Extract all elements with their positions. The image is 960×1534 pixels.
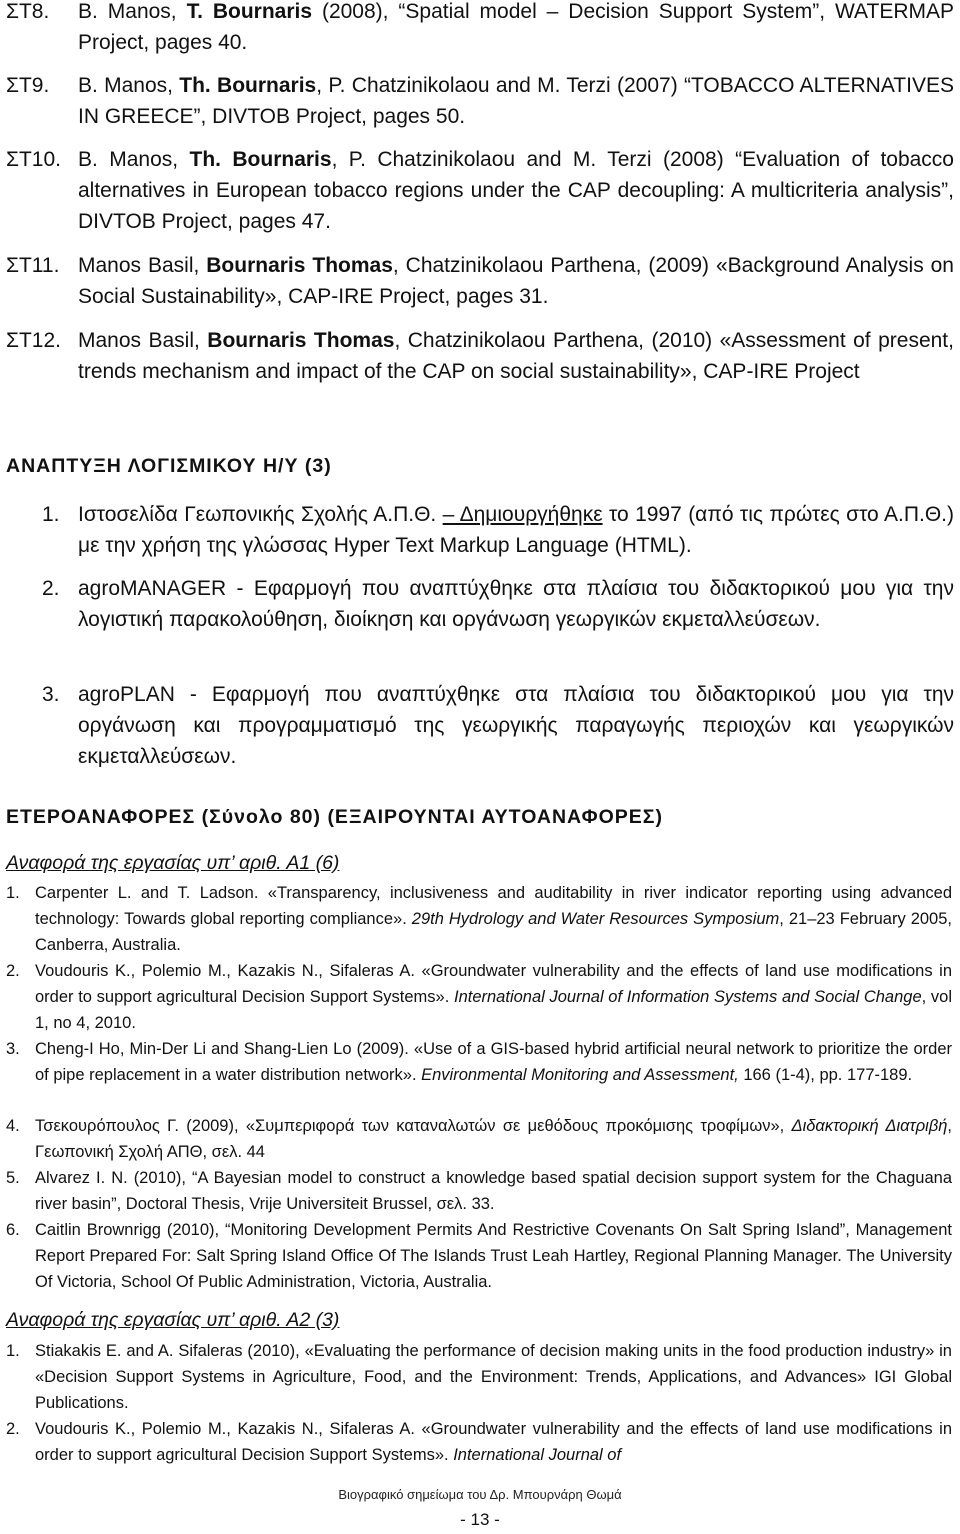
entry-number: ΣΤ11. [6,254,60,277]
group-a2-title: Αναφορά της εργασίας υπ’ αριθ. Α2 (3) [6,1309,340,1331]
ref-number: 3. [6,1040,20,1058]
ref-number: 1. [6,1342,20,1360]
reference-item [6,1416,952,1468]
ref-number: 2. [6,962,20,980]
page-number: - 13 - [460,1510,500,1529]
entry-number: ΣΤ12. [6,329,62,352]
entry-text: B. Manos, Th. Bournaris, P. Chatzinikolaou and M. Terzi (2007) “TOBACCO ALTERNATIVES IN GREECE”, DIVTOB Project, pages 50. [78,74,954,128]
ref-text: Voudouris K., Polemio M., Kazakis N., Sifaleras A. «Groundwater vulnerability and the effects of land use modifications in order to support agricultural Decision Support Systems». International Journal of [35,1420,952,1464]
ref-text: Voudouris K., Polemio M., Kazakis N., Sifaleras A. «Groundwater vulnerability and the effects of land use modifications in order to support agricultural Decision Support Systems». International Journal of Information Systems and Social Change, vol 1, no 4, 2010. [35,962,952,1032]
reference-item [6,1113,952,1165]
ref-number: 6. [6,1221,20,1239]
item-text: Ιστοσελίδα Γεωπονικής Σχολής Α.Π.Θ. – Δημιουργήθηκε το 1997 (από τις πρώτες στο Α.Π.Θ.) με την χρήση της γλώσσας Hyper Text Markup Language (HTML). [78,503,954,557]
ref-text: Caitlin Brownrigg (2010), “Monitoring Development Permits And Restrictive Covenants On Salt Spring Island”, Management Report Prepared For: Salt Spring Island Office Of The Islands Trust Leah Hartley, Regional Planning Manager. The University Of Victoria, School Of Public Administration, Victoria, Australia. [35,1221,952,1291]
item-number: 1. [42,503,60,526]
ref-text: Carpenter L. and T. Ladson. «Transparency, inclusiveness and auditability in river indicator reporting using advanced technology: Towards global reporting compliance». 29th Hydrology and Water Resources Symposium, 21–23 February 2005, Canberra, Australia. [35,884,952,954]
st-entry [6,144,954,237]
ref-number: 4. [6,1117,20,1135]
entry-text: Manos Basil, Bournaris Thomas, Chatzinikolaou Parthena, (2010) «Assessment of present, trends mechanism and impact of the CAP on social sustainability», CAP-IRE Project [78,329,954,383]
software-item [6,499,954,561]
entry-number: ΣΤ10. [6,148,62,171]
entry-text: Manos Basil, Bournaris Thomas, Chatzinikolaou Parthena, (2009) «Background Analysis on Social Sustainability», CAP-IRE Project, pages 31. [78,254,954,308]
ref-number: 2. [6,1420,20,1438]
citations-heading: ΕΤΕΡΟΑΝΑΦΟΡΕΣ (Σύνολο 80) (ΕΞΑΙΡΟΥΝΤΑΙ ΑΥΤΟΑΝΑΦΟΡΕΣ) [6,806,663,828]
entry-number: ΣΤ9. [6,74,50,97]
item-number: 2. [42,577,60,600]
ref-text: Stiakakis E. and A. Sifaleras (2010), «Evaluating the performance of decision making units in the food production industry» in «Decision Support Systems in Agriculture, Food, and the Environment: Trends, Applications, and Advances» IGI Global Publications. [35,1342,952,1412]
reference-item [6,880,952,958]
reference-item [6,1338,952,1416]
st-entry [6,325,954,387]
reference-item [6,1165,952,1217]
ref-number: 5. [6,1169,20,1187]
software-item [6,679,954,772]
ref-text: Cheng-I Ho, Min-Der Li and Shang-Lien Lo (2009). «Use of a GIS-based hybrid artificial neural network to prioritize the order of pipe replacement in a water distribution network». Environmental Monitoring and Assessment, 166 (1-4), pp. 177-189. [35,1040,952,1084]
entry-text: B. Manos, Th. Bournaris, P. Chatzinikolaou and M. Terzi (2008) “Evaluation of tobacco alternatives in European tobacco regions under the CAP decoupling: A multicriteria analysis”, DIVTOB Project, pages 47. [78,148,954,233]
page-footer: Βιογραφικό σημείωμα του Δρ. Μπουρνάρη Θωμά [338,1487,622,1502]
reference-item [6,1217,952,1295]
st-entry [6,0,954,58]
item-text: agroPLAN - Εφαρμογή που αναπτύχθηκε στα πλαίσια του διδακτορικού μου για την οργάνωση και προγραμματισμό της γεωργικής παραγωγής περιοχών και γεωργικών εκμεταλλεύσεων. [78,683,954,768]
entry-text: B. Manos, T. Bournaris (2008), “Spatial model – Decision Support System”, WATERMAP Project, pages 40. [78,0,954,54]
software-heading: ΑΝΑΠΤΥΞΗ ΛΟΓΙΣΜΙΚΟΥ Η/Υ (3) [6,455,332,477]
reference-item [6,1036,952,1088]
group-a1-title: Αναφορά της εργασίας υπ’ αριθ. Α1 (6) [6,852,340,874]
item-text: agroMANAGER - Εφαρμογή που αναπτύχθηκε στα πλαίσια του διδακτορικού μου για την λογιστική παρακολούθηση, διοίκηση και οργάνωση γεωργικών εκμεταλλεύσεων. [78,577,954,631]
software-item [6,573,954,635]
st-entry [6,70,954,132]
entry-number: ΣΤ8. [6,0,50,23]
item-number: 3. [42,683,60,706]
reference-item [6,958,952,1036]
ref-text: Τσεκουρόπουλος Γ. (2009), «Συμπεριφορά των καταναλωτών σε μεθόδους προκόμισης τροφίμων», Διδακτορική Διατριβή, Γεωπονική Σχολή ΑΠΘ, σελ. 44 [35,1117,952,1161]
ref-number: 1. [6,884,20,902]
st-entry [6,250,954,312]
ref-text: Alvarez I. N. (2010), “A Bayesian model to construct a knowledge based spatial decision support system for the Chaguana river basin”, Doctoral Thesis, Vrije Universiteit Brussel, σελ. 33. [35,1169,952,1213]
